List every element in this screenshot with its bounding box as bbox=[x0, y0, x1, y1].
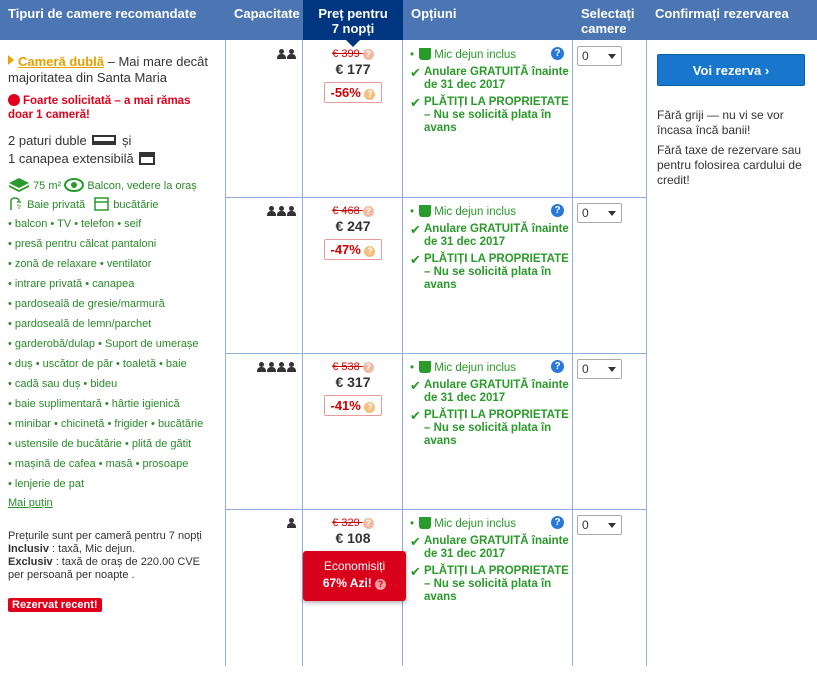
cancel-text: Anulare GRATUITĂ înainte de 31 dec 2017 bbox=[424, 223, 569, 248]
book-button[interactable] bbox=[657, 54, 805, 86]
select-value: 0 bbox=[582, 362, 589, 376]
facility-item: • garderobă/dulap bbox=[8, 338, 96, 350]
no-charge-text: Fără griji — nu vi se vor încasa încă banii! bbox=[657, 108, 784, 137]
select-value: 0 bbox=[582, 206, 589, 220]
facility-line bbox=[8, 234, 218, 254]
note-excluded-label: Exclusiv bbox=[8, 556, 53, 568]
facility-item: • baie suplimentară bbox=[8, 398, 102, 410]
checkmark-icon: ✔ bbox=[410, 95, 421, 110]
facility-item: • TV bbox=[50, 218, 72, 230]
facility-item: • ventilator bbox=[99, 258, 152, 270]
options-cell bbox=[403, 205, 573, 292]
free-cancel-option bbox=[410, 223, 573, 249]
shower-icon bbox=[8, 197, 24, 211]
breakfast-text: Mic dejun inclus bbox=[434, 362, 517, 374]
breakfast-option: • Mic dejun inclus bbox=[410, 206, 517, 218]
coffee-cup-icon bbox=[419, 48, 431, 60]
facility-item: • Suport de umerașe bbox=[98, 338, 199, 350]
dropdown-arrow-icon bbox=[608, 367, 616, 372]
breakfast-option: • Mic dejun inclus bbox=[410, 49, 517, 61]
private-bath: Baie privată bbox=[27, 199, 86, 211]
pay-text: PLĂTIȚI LA PROPRIETATE – Nu se solicită plata în avans bbox=[424, 96, 569, 134]
confirm-panel bbox=[647, 40, 817, 202]
room-info bbox=[0, 40, 226, 620]
person-icon bbox=[277, 49, 286, 59]
info-icon[interactable]: ? bbox=[551, 204, 564, 217]
price-cell bbox=[303, 205, 403, 260]
pay-text: PLĂTIȚI LA PROPRIETATE – Nu se solicită plata în avans bbox=[424, 565, 569, 603]
checkmark-icon: ✔ bbox=[410, 534, 421, 549]
savings-badge bbox=[303, 551, 406, 601]
info-icon[interactable]: ? bbox=[551, 360, 564, 373]
capacity-cell bbox=[226, 361, 302, 375]
room-count-select[interactable] bbox=[577, 203, 622, 223]
breakfast-option: • Mic dejun inclus bbox=[410, 362, 517, 374]
facility-item: • pardoseală de lemn/parchet bbox=[8, 318, 152, 330]
prices-note bbox=[8, 530, 218, 582]
pay-at-property-option bbox=[410, 253, 573, 292]
divider bbox=[226, 197, 647, 198]
capacity-cell bbox=[226, 517, 302, 531]
header-room-types: Tipuri de camere recomandate bbox=[8, 6, 197, 21]
person-icon bbox=[267, 362, 276, 372]
facility-item: • telefon bbox=[74, 218, 115, 230]
note-included-label: Inclusiv bbox=[8, 543, 49, 555]
info-icon[interactable]: ? bbox=[551, 47, 564, 60]
discount-percent: -47% bbox=[330, 242, 361, 257]
facility-line bbox=[8, 414, 218, 434]
book-button-label: Voi rezerva bbox=[692, 63, 762, 78]
savings-label: Economisiți bbox=[323, 559, 386, 573]
alert-dot-icon bbox=[8, 94, 20, 106]
room-name-link[interactable]: Cameră dublă bbox=[18, 54, 104, 69]
help-icon[interactable]: ? bbox=[363, 362, 374, 373]
view-eye-icon bbox=[64, 178, 84, 192]
header-price: Preț pentru 7 nopți bbox=[303, 0, 403, 40]
facility-item: • toaletă bbox=[116, 358, 156, 370]
person-icon bbox=[277, 362, 286, 372]
options-cell bbox=[403, 517, 573, 604]
availability-alert bbox=[8, 94, 218, 122]
options-cell bbox=[403, 48, 573, 135]
price-cell bbox=[303, 48, 403, 103]
facility-item: • ustensile de bucătărie bbox=[8, 438, 122, 450]
pay-text: PLĂTIȚI LA PROPRIETATE – Nu se solicită plata în avans bbox=[424, 253, 569, 291]
facility-item: • bucătărie bbox=[151, 418, 204, 430]
select-value: 0 bbox=[582, 518, 589, 532]
facility-line bbox=[8, 434, 218, 454]
dropdown-arrow-icon bbox=[608, 54, 616, 59]
breakfast-text: Mic dejun inclus bbox=[434, 206, 517, 218]
breakfast-text: Mic dejun inclus bbox=[434, 49, 517, 61]
capacity-cell bbox=[226, 48, 302, 62]
person-icon bbox=[287, 206, 296, 216]
person-icon bbox=[257, 362, 266, 372]
pay-text: PLĂTIȚI LA PROPRIETATE – Nu se solicită plata în avans bbox=[424, 409, 569, 447]
cancel-text: Anulare GRATUITĂ înainte de 31 dec 2017 bbox=[424, 66, 569, 91]
checkmark-icon: ✔ bbox=[410, 222, 421, 237]
facility-item: • uscător de păr bbox=[35, 358, 113, 370]
expand-arrow-icon bbox=[8, 55, 14, 65]
cancel-text: Anulare GRATUITĂ înainte de 31 dec 2017 bbox=[424, 379, 569, 404]
facility-line bbox=[8, 334, 218, 354]
current-price: € 177 bbox=[335, 61, 371, 77]
room-title bbox=[8, 54, 218, 86]
facility-item: • mașină de cafea bbox=[8, 458, 96, 470]
facility-item: • duș bbox=[8, 358, 33, 370]
beds-line-1: 2 paturi duble bbox=[8, 133, 87, 148]
kitchen: bucătărie bbox=[113, 199, 159, 211]
divider bbox=[226, 509, 647, 510]
show-less-link[interactable]: Mai puțin bbox=[8, 497, 53, 509]
facility-line bbox=[8, 354, 218, 374]
select-value: 0 bbox=[582, 49, 589, 63]
current-price: € 108 bbox=[335, 530, 371, 546]
facility-item: • baie bbox=[159, 358, 187, 370]
help-icon[interactable]: ? bbox=[363, 49, 374, 60]
discount-badge bbox=[324, 395, 383, 416]
person-icon bbox=[267, 206, 276, 216]
checkmark-icon: ✔ bbox=[410, 408, 421, 423]
room-description: – Mai mare decât majoritatea din Santa Maria bbox=[8, 54, 209, 85]
facility-item: • plită de gătit bbox=[124, 438, 192, 450]
facility-list bbox=[8, 214, 218, 494]
breakfast-text: Mic dejun inclus bbox=[434, 518, 517, 530]
alert-text: Foarte solicitată – a mai rămas doar 1 cameră! bbox=[8, 95, 191, 121]
facility-item: • zonă de relaxare bbox=[8, 258, 97, 270]
facility-line bbox=[8, 214, 218, 234]
table-header bbox=[0, 0, 817, 40]
facility-item: • lenjerie de pat bbox=[8, 478, 85, 490]
discount-percent: -41% bbox=[330, 398, 361, 413]
coffee-cup-icon bbox=[419, 361, 431, 373]
person-icon bbox=[287, 518, 296, 528]
facility-item: • seif bbox=[117, 218, 142, 230]
dropdown-arrow-icon bbox=[608, 523, 616, 528]
help-icon[interactable]: ? bbox=[364, 402, 375, 413]
facility-item: • balcon bbox=[8, 218, 48, 230]
help-icon[interactable]: ? bbox=[363, 518, 374, 529]
help-icon[interactable]: ? bbox=[364, 246, 375, 257]
facility-line bbox=[8, 394, 218, 414]
chevron-right-icon: › bbox=[764, 63, 770, 78]
room-size: 75 m² bbox=[33, 180, 62, 192]
price-cell bbox=[303, 517, 403, 546]
help-icon[interactable]: ? bbox=[364, 89, 375, 100]
room-count-select[interactable] bbox=[577, 515, 622, 535]
room-size-row bbox=[8, 176, 218, 196]
pay-at-property-option bbox=[410, 565, 573, 604]
coffee-cup-icon bbox=[419, 517, 431, 529]
recently-booked-badge: Rezervat recent! bbox=[8, 598, 102, 612]
help-icon[interactable]: ? bbox=[375, 579, 386, 590]
double-bed-icon bbox=[92, 135, 116, 145]
discount-percent: -56% bbox=[330, 85, 361, 100]
facility-item: • intrare privată bbox=[8, 278, 83, 290]
sofa-bed-icon bbox=[139, 152, 155, 165]
beds-and: și bbox=[122, 133, 132, 148]
checkmark-icon: ✔ bbox=[410, 378, 421, 393]
discount-badge bbox=[324, 239, 383, 260]
original-price: € 329 ? bbox=[303, 517, 403, 530]
bed-info bbox=[8, 132, 218, 168]
price-cell bbox=[303, 361, 403, 416]
bath-kitchen-row bbox=[8, 196, 218, 214]
pay-at-property-option bbox=[410, 409, 573, 448]
facility-item: • minibar bbox=[8, 418, 51, 430]
capacity-cell bbox=[226, 205, 302, 219]
note-line-1: Prețurile sunt per cameră pentru 7 nopți bbox=[8, 530, 202, 542]
help-icon[interactable]: ? bbox=[363, 206, 374, 217]
facility-item: • cadă sau duș bbox=[8, 378, 81, 390]
kitchen-icon bbox=[94, 197, 110, 211]
header-capacity: Capacitate bbox=[234, 6, 300, 21]
free-cancel-option bbox=[410, 379, 573, 405]
dropdown-arrow-icon bbox=[608, 211, 616, 216]
header-options: Opțiuni bbox=[411, 6, 457, 21]
discount-badge bbox=[324, 82, 383, 103]
note-included bbox=[8, 543, 218, 556]
person-icon bbox=[277, 206, 286, 216]
room-count-select[interactable] bbox=[577, 359, 622, 379]
current-price: € 247 bbox=[335, 218, 371, 234]
free-cancel-option bbox=[410, 535, 573, 561]
facility-line bbox=[8, 474, 218, 494]
facility-line bbox=[8, 294, 218, 314]
facility-line bbox=[8, 454, 218, 474]
facility-item: • pardoseală de gresie/marmură bbox=[8, 298, 165, 310]
facility-item: • presă pentru călcat pantaloni bbox=[8, 238, 157, 250]
facility-item: • masă bbox=[98, 458, 133, 470]
pay-at-property-option bbox=[410, 96, 573, 135]
breakfast-option: • Mic dejun inclus bbox=[410, 518, 517, 530]
room-count-select[interactable] bbox=[577, 46, 622, 66]
facility-item: • hârtie igienică bbox=[104, 398, 180, 410]
facility-line bbox=[8, 374, 218, 394]
facility-item: • canapea bbox=[85, 278, 135, 290]
current-price: € 317 bbox=[335, 374, 371, 390]
original-price: € 468 ? bbox=[303, 205, 403, 218]
person-icon bbox=[287, 49, 296, 59]
facility-line bbox=[8, 274, 218, 294]
facility-line bbox=[8, 314, 218, 334]
original-price: € 399 ? bbox=[303, 48, 403, 61]
person-icon bbox=[287, 362, 296, 372]
header-select-rooms: Selectați camere bbox=[581, 6, 635, 36]
facility-item: • bideu bbox=[83, 378, 118, 390]
beds-line-2: 1 canapea extensibilă bbox=[8, 151, 134, 166]
cancel-text: Anulare GRATUITĂ înainte de 31 dec 2017 bbox=[424, 535, 569, 560]
facility-line bbox=[8, 254, 218, 274]
checkmark-icon: ✔ bbox=[410, 252, 421, 267]
checkmark-icon: ✔ bbox=[410, 564, 421, 579]
balcony-view: Balcon, vedere la oraș bbox=[87, 180, 197, 192]
facility-item: • frigider bbox=[107, 418, 148, 430]
no-fees-text: Fără taxe de rezervare sau pentru folosirea cardului de credit! bbox=[657, 143, 802, 187]
facility-item: • prosoape bbox=[135, 458, 189, 470]
savings-percent: 67% Azi! bbox=[322, 576, 372, 590]
original-price: € 538 ? bbox=[303, 361, 403, 374]
room-size-icon bbox=[8, 176, 30, 192]
free-cancel-option bbox=[410, 66, 573, 92]
facility-item: • chicinetă bbox=[54, 418, 105, 430]
checkmark-icon: ✔ bbox=[410, 65, 421, 80]
options-cell bbox=[403, 361, 573, 448]
coffee-cup-icon bbox=[419, 205, 431, 217]
note-excluded bbox=[8, 556, 218, 582]
header-confirm: Confirmați rezervarea bbox=[655, 6, 789, 21]
divider bbox=[226, 353, 647, 354]
note-excluded-text: : taxă de oraș de 220.00 CVE per persoană per noapte . bbox=[8, 556, 201, 581]
note-included-text: : taxă, Mic dejun. bbox=[48, 543, 136, 555]
info-icon[interactable]: ? bbox=[551, 516, 564, 529]
